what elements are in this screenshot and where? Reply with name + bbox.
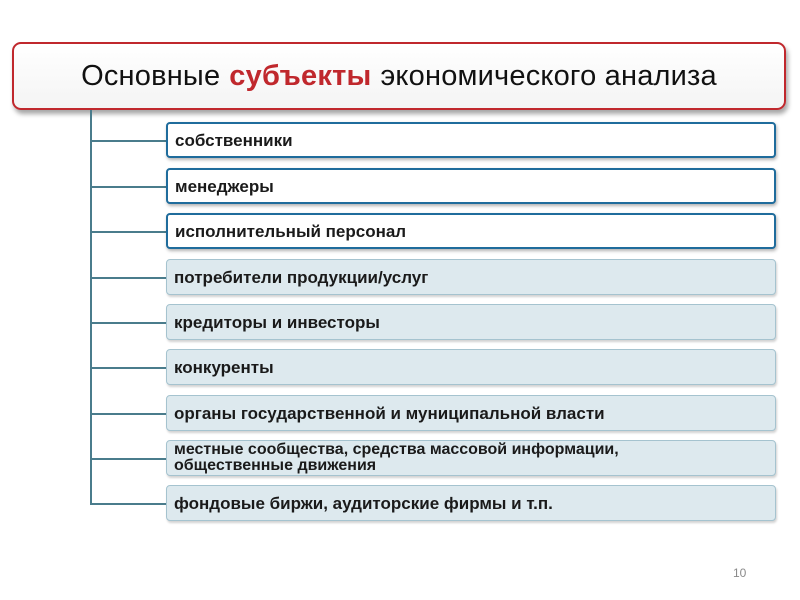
title-highlight: субъекты [229,59,372,92]
connector-branch [90,186,168,188]
title-text-after: экономического анализа [380,59,717,92]
slide-title [12,42,786,110]
subject-item-creditors: кредиторы и инвесторы [166,304,776,340]
connector-branch [90,413,168,415]
connector-branch [90,140,168,142]
subject-item-owners: собственники [166,122,776,158]
subject-item-communities: местные сообщества, средства массовой информации, общественные движения [166,440,776,476]
connector-branch [90,231,168,233]
subject-item-exchanges: фондовые биржи, аудиторские фирмы и т.п. [166,485,776,521]
connector-branch [90,322,168,324]
subject-item-competitors: конкуренты [166,349,776,385]
title-text-before: Основные [81,59,221,92]
subject-item-consumers: потребители продукции/услуг [166,259,776,295]
subject-item-authorities: органы государственной и муниципальной власти [166,395,776,431]
connector-branch [90,277,168,279]
subject-item-managers: менеджеры [166,168,776,204]
subject-item-staff: исполнительный персонал [166,213,776,249]
connector-branch [90,367,168,369]
connector-trunk [90,110,92,504]
connector-branch [90,503,168,505]
page-number: 10 [733,566,747,580]
connector-branch [90,458,168,460]
